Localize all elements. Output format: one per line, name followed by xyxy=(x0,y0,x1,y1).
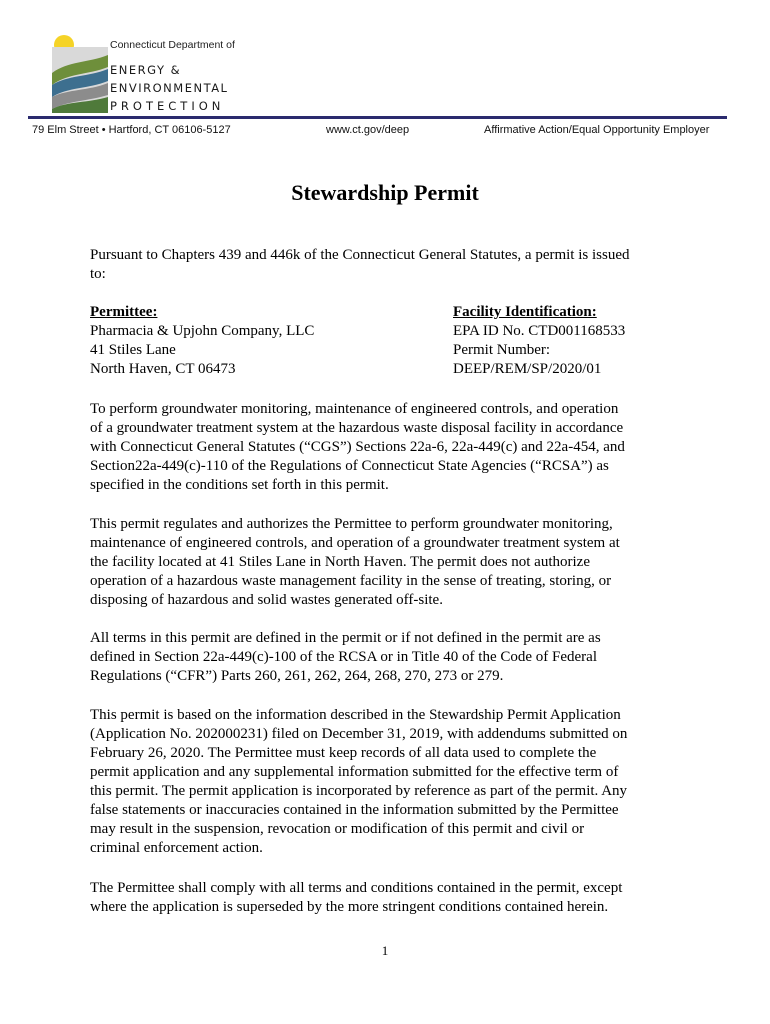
permit-number-value: DEEP/REM/SP/2020/01 xyxy=(453,361,602,377)
intro-line: Pursuant to Chapters 439 and 446k of the Connecticut General Statutes, a permit is issued xyxy=(90,247,630,263)
deep-emblem-icon xyxy=(50,33,110,115)
paragraph-line: Regulations (“CFR”) Parts 260, 261, 262, 264, 268, 270, 273 or 279. xyxy=(90,668,504,684)
paragraph-line: Section22a-449(c)-110 of the Regulations of Connecticut State Agencies (“RCSA”) as xyxy=(90,458,609,474)
paragraph-line: where the application is superseded by the more stringent conditions contained herein. xyxy=(90,899,609,915)
paragraph-line: February 26, 2020. The Permittee must keep records of all data used to complete the xyxy=(90,745,597,761)
paragraph-line: This permit regulates and authorizes the Permittee to perform groundwater monitoring, xyxy=(90,516,613,532)
body-paragraph-5 xyxy=(90,879,690,917)
paragraph-line: with Connecticut General Statutes (“CGS”) Sections 22a-6, 22a-449(c) and 22a-454, and xyxy=(90,439,625,455)
agency-name-line2: ENERGY & xyxy=(110,63,182,77)
paragraph-line: The Permittee shall comply with all terms and conditions contained in the permit, except xyxy=(90,880,623,896)
paragraph-line: (Application No. 202000231) filed on December 31, 2019, with addendums submitted on xyxy=(90,726,628,742)
page-number: 1 xyxy=(381,943,389,958)
body-paragraph-2 xyxy=(90,515,690,610)
paragraph-line: This permit is based on the information described in the Stewardship Permit Application xyxy=(90,707,621,723)
facility-block xyxy=(453,303,625,379)
agency-name-line4: PROTECTION xyxy=(110,99,225,113)
paragraph-line: maintenance of engineered controls, and operation of a groundwater treatment system at xyxy=(90,535,620,551)
permittee-heading: Permittee: xyxy=(90,304,158,320)
body-paragraph-4 xyxy=(90,706,690,858)
permittee-block xyxy=(90,303,314,379)
body-paragraph-3 xyxy=(90,629,690,686)
facility-heading: Facility Identification: xyxy=(453,304,597,320)
document-title: Stewardship Permit xyxy=(291,180,479,205)
paragraph-line: To perform groundwater monitoring, maintenance of engineered controls, and operation xyxy=(90,401,619,417)
permittee-name: Pharmacia & Upjohn Company, LLC xyxy=(90,323,315,339)
paragraph-line: criminal enforcement action. xyxy=(90,840,263,856)
paragraph-line: of a groundwater treatment system at the hazardous waste disposal facility in accordance xyxy=(90,420,624,436)
agency-address: 79 Elm Street • Hartford, CT 06106-5127 xyxy=(32,124,231,136)
agency-name-line3: ENVIRONMENTAL xyxy=(110,81,229,95)
permittee-city: North Haven, CT 06473 xyxy=(90,361,236,377)
intro-line: to: xyxy=(90,266,106,282)
paragraph-line: defined in Section 22a-449(c)-100 of the RCSA or in Title 40 of the Code of Federal xyxy=(90,649,598,665)
facility-epa-id: EPA ID No. CTD001168533 xyxy=(453,323,626,339)
paragraph-line: this permit. The permit application is incorporated by reference as part of the permit. Any xyxy=(90,783,628,799)
paragraph-line: All terms in this permit are defined in the permit or if not defined in the permit are as xyxy=(90,630,601,646)
paragraph-line: specified in the conditions set forth in this permit. xyxy=(90,477,389,493)
agency-website-link[interactable]: www.ct.gov/deep xyxy=(326,124,410,136)
deep-logo xyxy=(50,33,250,115)
agency-name-line1: Connecticut Department of xyxy=(110,39,235,51)
intro-paragraph xyxy=(90,246,690,284)
employer-note: Affirmative Action/Equal Opportunity Employer xyxy=(484,124,710,136)
paragraph-line: the facility located at 41 Stiles Lane in North Haven. The permit does not authorize xyxy=(90,554,590,570)
paragraph-line: false statements or inaccuracies contained in the information submitted by the Permittee xyxy=(90,802,619,818)
body-paragraph-1 xyxy=(90,400,690,495)
paragraph-line: disposing of hazardous and solid wastes generated off-site. xyxy=(90,592,443,608)
header-rule xyxy=(28,116,727,119)
paragraph-line: may result in the suspension, revocation or modification of this permit and civil or xyxy=(90,821,585,837)
permittee-street: 41 Stiles Lane xyxy=(90,342,176,358)
permit-number-label: Permit Number: xyxy=(453,342,551,358)
paragraph-line: operation of a hazardous waste management facility in the sense of treating, storing, or xyxy=(90,573,612,589)
paragraph-line: permit application and any supplemental information submitted for the effective term of xyxy=(90,764,619,780)
